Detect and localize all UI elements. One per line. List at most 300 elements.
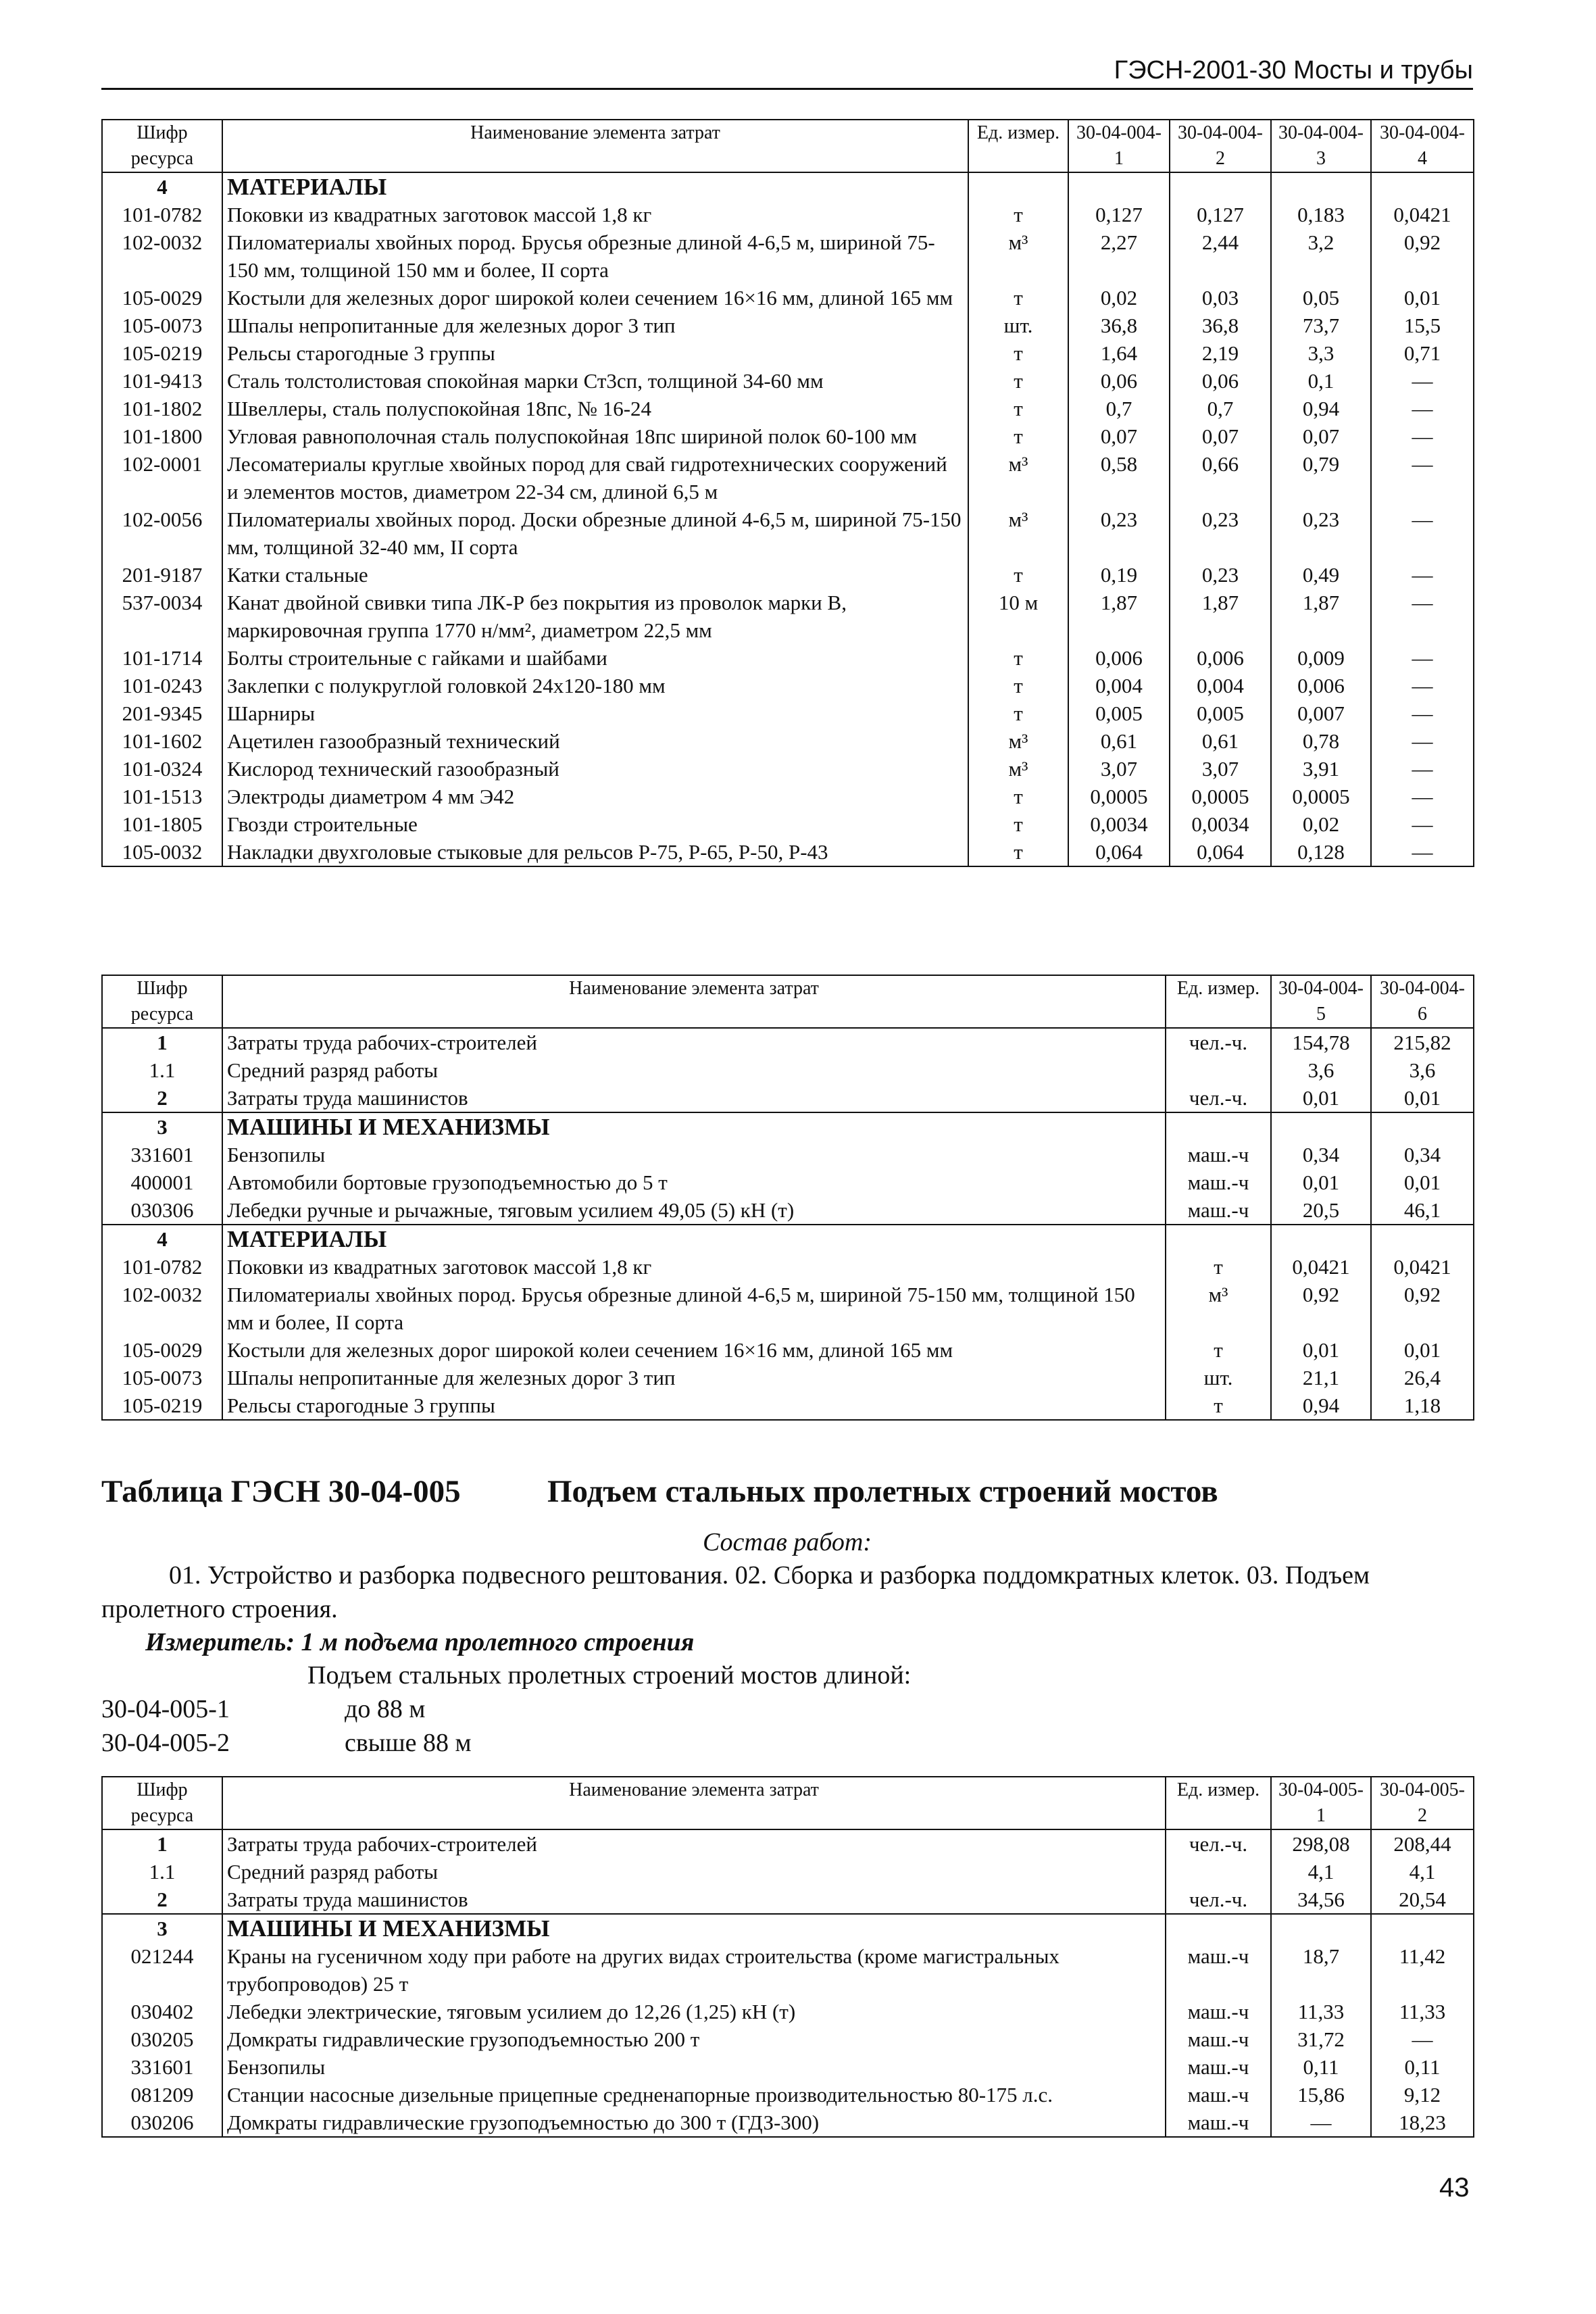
resource-code: 021244 [102,1942,222,1998]
resource-code: 537-0034 [102,589,222,644]
value-cell: — [1371,727,1474,755]
cost-element-name: Затраты труда машинистов [222,1084,1166,1112]
cost-element-name: Шарниры [222,699,968,727]
value-cell: 0,02 [1271,810,1371,838]
cost-element-name: Затраты труда машинистов [222,1886,1166,1914]
value-cell: 208,44 [1371,1829,1474,1858]
value-cell: 0,07 [1170,422,1271,450]
value-cell [1371,1225,1474,1253]
value-cell: — [1371,644,1474,672]
table-row [102,450,1474,506]
header-resource-code: Шифр ресурса [102,1777,222,1829]
unit-cell [1166,1858,1271,1886]
value-cell: 31,72 [1271,2025,1371,2053]
value-cell: 0,127 [1170,201,1271,228]
value-cell: 4,1 [1371,1858,1474,1886]
header-cost-element: Наименование элемента затрат [222,1777,1166,1829]
unit-cell: м³ [968,755,1068,783]
value-cell: 1,87 [1068,589,1170,644]
value-cell: 0,006 [1068,644,1170,672]
header-col-4: 30-04-004-4 [1371,120,1474,172]
table-caption [101,1473,1218,1510]
value-cell: — [1271,2109,1371,2137]
cost-element-name: Костыли для железных дорог широкой колеи сечением 16×16 мм, длиной 165 мм [222,284,968,312]
item-text-1: до 88 м [345,1695,426,1723]
unit-cell: м³ [968,506,1068,561]
value-cell: 0,064 [1170,838,1271,866]
unit-cell: т [1166,1392,1271,1420]
table-row [102,1858,1474,1886]
header-unit: Ед. измер. [1166,1777,1271,1829]
unit-cell [1166,1112,1271,1141]
header-resource-code: Шифр ресурса [102,975,222,1028]
value-cell: 0,66 [1170,450,1271,506]
resource-code: 102-0032 [102,1281,222,1336]
table-row [102,755,1474,783]
value-cell: 0,78 [1271,727,1371,755]
value-cell: 0,34 [1271,1141,1371,1168]
table-title: Подъем стальных пролетных строений мостов [547,1474,1218,1509]
value-cell: 0,58 [1068,450,1170,506]
table-row [102,2053,1474,2081]
cost-element-name: Автомобили бортовые грузоподъемностью до 5 т [222,1168,1166,1196]
cost-element-name: Электроды диаметром 4 мм Э42 [222,783,968,810]
cost-element-name: МАШИНЫ И МЕХАНИЗМЫ [222,1112,1166,1141]
page-header: ГЭСН-2001-30 Мосты и трубы [101,53,1473,90]
cost-element-name: Поковки из квадратных заготовок массой 1,8 кг [222,1253,1166,1281]
cost-element-name: Шпалы непропитанные для железных дорог 3 тип [222,1364,1166,1392]
value-cell: 0,128 [1271,838,1371,866]
resource-code: 081209 [102,2081,222,2109]
value-cell: 3,07 [1068,755,1170,783]
value-cell: 0,02 [1068,284,1170,312]
unit-cell: т [968,284,1068,312]
value-cell: 0,005 [1170,699,1271,727]
resource-code: 105-0029 [102,1336,222,1364]
value-cell: 21,1 [1271,1364,1371,1392]
unit-cell: т [968,201,1068,228]
resource-code: 030206 [102,2109,222,2137]
resource-code: 1 [102,1028,222,1056]
value-cell: 0,006 [1170,644,1271,672]
table-row [102,284,1474,312]
cost-element-name: Лесоматериалы круглые хвойных пород для свай гидротехнических сооружений и элементов мостов, диаметром 22-34 см, длиной 6,5 м [222,450,968,506]
value-cell: 0,79 [1271,450,1371,506]
value-cell: 0,1 [1271,367,1371,395]
value-cell: 0,23 [1170,506,1271,561]
cost-element-name: Пиломатериалы хвойных пород. Брусья обрезные длиной 4-6,5 м, шириной 75-150 мм, толщиной 150 мм и более, II сорта [222,228,968,284]
resource-code: 105-0219 [102,339,222,367]
value-cell: 1,64 [1068,339,1170,367]
meter-line: Измеритель: 1 м подъема пролетного строения [145,1628,695,1656]
unit-cell: т [968,339,1068,367]
value-cell: — [1371,755,1474,783]
value-cell: 36,8 [1068,312,1170,339]
table-row [102,1141,1474,1168]
value-cell: 0,92 [1371,228,1474,284]
resource-code: 030306 [102,1196,222,1225]
value-cell: 0,11 [1271,2053,1371,2081]
value-cell: 0,19 [1068,561,1170,589]
value-cell: 0,01 [1371,1084,1474,1112]
cost-element-name: Накладки двухголовые стыковые для рельсов Р-75, Р-65, Р-50, Р-43 [222,838,968,866]
unit-cell: маш.-ч [1166,1141,1271,1168]
header-cost-element: Наименование элемента затрат [222,120,968,172]
resource-table-30-04-004-1-4 [101,119,1474,867]
table-row [102,644,1474,672]
value-cell: 0,0421 [1371,1253,1474,1281]
value-cell: 0,92 [1271,1281,1371,1336]
unit-cell: маш.-ч [1166,1998,1271,2025]
resource-code: 331601 [102,2053,222,2081]
value-cell: 0,0005 [1271,783,1371,810]
resource-code: 101-1802 [102,395,222,422]
table-row [102,1196,1474,1225]
cost-element-name: МАШИНЫ И МЕХАНИЗМЫ [222,1914,1166,1942]
value-cell: — [1371,783,1474,810]
cost-element-name: Домкраты гидравлические грузоподъемностью до 300 т (ГДЗ-300) [222,2109,1166,2137]
header-col-2: 30-04-004-6 [1371,975,1474,1028]
resource-code: 4 [102,1225,222,1253]
value-cell: 20,5 [1271,1196,1371,1225]
resource-code: 102-0032 [102,228,222,284]
cost-element-name: Бензопилы [222,2053,1166,2081]
unit-cell: т [1166,1336,1271,1364]
table-row [102,727,1474,755]
table-row [102,2081,1474,2109]
resource-code: 1.1 [102,1858,222,1886]
resource-code: 1 [102,1829,222,1858]
unit-cell: шт. [968,312,1068,339]
table-row [102,228,1474,284]
page-number: 43 [1439,2173,1470,2202]
value-cell [1371,172,1474,201]
unit-cell: маш.-ч [1166,2109,1271,2137]
unit-cell: маш.-ч [1166,2025,1271,2053]
value-cell: 15,5 [1371,312,1474,339]
value-cell: 0,7 [1068,395,1170,422]
value-cell: 0,006 [1271,672,1371,699]
unit-cell: м³ [968,727,1068,755]
resource-code: 030402 [102,1998,222,2025]
resource-code: 102-0001 [102,450,222,506]
resource-code: 101-0324 [102,755,222,783]
value-cell: — [1371,395,1474,422]
resource-code: 3 [102,1112,222,1141]
table-row [102,1253,1474,1281]
header-unit: Ед. измер. [1166,975,1271,1028]
value-cell: 0,61 [1068,727,1170,755]
value-cell: 2,19 [1170,339,1271,367]
resource-code: 030205 [102,2025,222,2053]
unit-cell [968,172,1068,201]
table-row [102,810,1474,838]
unit-cell: т [968,699,1068,727]
value-cell: — [1371,699,1474,727]
unit-cell: т [968,838,1068,866]
resource-code: 201-9187 [102,561,222,589]
value-cell: — [1371,450,1474,506]
cost-element-name: Ацетилен газообразный технический [222,727,968,755]
cost-element-name: Средний разряд работы [222,1858,1166,1886]
cost-element-name: Затраты труда рабочих-строителей [222,1829,1166,1858]
header-resource-code: Шифр ресурса [102,120,222,172]
value-cell: 0,0005 [1068,783,1170,810]
item-text-2: свыше 88 м [345,1729,472,1757]
unit-cell: т [1166,1253,1271,1281]
value-cell: 0,0421 [1371,201,1474,228]
unit-cell: маш.-ч [1166,2081,1271,2109]
table-row [102,1829,1474,1858]
value-cell: 0,23 [1068,506,1170,561]
value-cell [1068,172,1170,201]
section-row [102,1112,1474,1141]
value-cell: — [1371,561,1474,589]
cost-element-name: Поковки из квадратных заготовок массой 1,8 кг [222,201,968,228]
resource-code: 1.1 [102,1056,222,1084]
value-cell: 0,0034 [1170,810,1271,838]
resource-code: 105-0029 [102,284,222,312]
cost-element-name: Станции насосные дизельные прицепные средненапорные производительностью 80-175 л.с. [222,2081,1166,2109]
unit-cell: м³ [968,228,1068,284]
value-cell: 0,0421 [1271,1253,1371,1281]
resource-table-30-04-005 [101,1776,1474,2138]
value-cell: — [1371,589,1474,644]
header-col-1: 30-04-004-5 [1271,975,1371,1028]
unit-cell: т [968,422,1068,450]
table-row [102,201,1474,228]
value-cell: 215,82 [1371,1028,1474,1056]
resource-code: 101-9413 [102,367,222,395]
table-row [102,1056,1474,1084]
resource-code: 101-1805 [102,810,222,838]
cost-element-name: Заклепки с полукруглой головкой 24х120-180 мм [222,672,968,699]
table-row [102,1028,1474,1056]
table-row [102,1364,1474,1392]
table-row [102,395,1474,422]
table-row [102,1281,1474,1336]
value-cell: 46,1 [1371,1196,1474,1225]
table-row [102,561,1474,589]
value-cell: 0,23 [1271,506,1371,561]
section-row [102,1225,1474,1253]
value-cell: 0,94 [1271,1392,1371,1420]
value-cell: 9,12 [1371,2081,1474,2109]
value-cell: 0,11 [1371,2053,1474,2081]
cost-element-name: МАТЕРИАЛЫ [222,172,968,201]
resource-code: 101-1602 [102,727,222,755]
table-row [102,367,1474,395]
cost-element-name: Лебедки электрические, тяговым усилием до 12,26 (1,25) кН (т) [222,1998,1166,2025]
section-row [102,1914,1474,1942]
value-cell: 11,33 [1371,1998,1474,2025]
unit-cell [1166,1914,1271,1942]
value-cell: 0,005 [1068,699,1170,727]
value-cell: 0,94 [1271,395,1371,422]
value-cell: 0,01 [1271,1336,1371,1364]
value-cell: 0,05 [1271,284,1371,312]
value-cell: 3,2 [1271,228,1371,284]
resource-code: 3 [102,1914,222,1942]
value-cell: 0,03 [1170,284,1271,312]
value-cell: 0,61 [1170,727,1271,755]
resource-code: 101-0782 [102,1253,222,1281]
value-cell: — [1371,422,1474,450]
value-cell: 0,007 [1271,699,1371,727]
resource-code: 101-0243 [102,672,222,699]
value-cell: 0,0034 [1068,810,1170,838]
value-cell [1271,1914,1371,1942]
value-cell: 3,6 [1371,1056,1474,1084]
unit-cell: чел.-ч. [1166,1829,1271,1858]
value-cell: 2,27 [1068,228,1170,284]
table-row [102,1084,1474,1112]
header-cost-element: Наименование элемента затрат [222,975,1166,1028]
cost-element-name: МАТЕРИАЛЫ [222,1225,1166,1253]
header-col-1: 30-04-004-1 [1068,120,1170,172]
value-cell: 0,127 [1068,201,1170,228]
header-col-2: 30-04-005-2 [1371,1777,1474,1829]
value-cell: 1,87 [1170,589,1271,644]
unit-cell: чел.-ч. [1166,1886,1271,1914]
table-row [102,312,1474,339]
unit-cell: т [968,644,1068,672]
table-row [102,2109,1474,2137]
value-cell: 0,92 [1371,1281,1474,1336]
cost-element-name: Кислород технический газообразный [222,755,968,783]
value-cell: 4,1 [1271,1858,1371,1886]
cost-element-name: Гвозди строительные [222,810,968,838]
work-description: 01. Устройство и разборка подвесного рештования. 02. Сборка и разборка поддомкратных клеток. 03. Подъем пролетного строения. [101,1561,1370,1623]
value-cell: 298,08 [1271,1829,1371,1858]
cost-element-name: Рельсы старогодные 3 группы [222,339,968,367]
table-row [102,1392,1474,1420]
resource-code: 105-0073 [102,1364,222,1392]
value-cell: 0,183 [1271,201,1371,228]
value-cell: — [1371,672,1474,699]
cost-element-name: Средний разряд работы [222,1056,1166,1084]
table-row [102,589,1474,644]
table-row [102,2025,1474,2053]
cost-element-name: Лебедки ручные и рычажные, тяговым усилием 49,05 (5) кН (т) [222,1196,1166,1225]
header-col-1: 30-04-005-1 [1271,1777,1371,1829]
value-cell: 0,0005 [1170,783,1271,810]
cost-element-name: Краны на гусеничном ходу при работе на других видах строительства (кроме магистральных трубопроводов) 25 т [222,1942,1166,1998]
value-cell: 18,7 [1271,1942,1371,1998]
value-cell: 11,42 [1371,1942,1474,1998]
resource-table-30-04-004-5-6 [101,975,1474,1421]
header-col-2: 30-04-004-2 [1170,120,1271,172]
unit-cell: т [968,395,1068,422]
unit-cell: т [968,367,1068,395]
unit-cell: м³ [968,450,1068,506]
unit-cell: чел.-ч. [1166,1028,1271,1056]
unit-cell: т [968,561,1068,589]
resource-code: 105-0219 [102,1392,222,1420]
value-cell: 154,78 [1271,1028,1371,1056]
resource-code: 101-1800 [102,422,222,450]
value-cell: 0,06 [1068,367,1170,395]
resource-code: 331601 [102,1141,222,1168]
value-cell [1170,172,1271,201]
table-row [102,672,1474,699]
unit-cell: маш.-ч [1166,1168,1271,1196]
table-row [102,422,1474,450]
work-heading: Состав работ: [702,1528,872,1556]
value-cell: — [1371,810,1474,838]
value-cell: 0,01 [1371,284,1474,312]
value-cell: 1,18 [1371,1392,1474,1420]
table-row [102,699,1474,727]
value-cell: 18,23 [1371,2109,1474,2137]
unit-cell: маш.-ч [1166,1942,1271,1998]
value-cell: 0,009 [1271,644,1371,672]
value-cell: 34,56 [1271,1886,1371,1914]
unit-cell: т [968,783,1068,810]
table-row [102,1168,1474,1196]
value-cell: — [1371,367,1474,395]
value-cell: 0,71 [1371,339,1474,367]
header-unit: Ед. измер. [968,120,1068,172]
resource-code: 2 [102,1886,222,1914]
cost-element-name: Пиломатериалы хвойных пород. Доски обрезные длиной 4-6,5 м, шириной 75-150 мм, толщиной 32-40 мм, II сорта [222,506,968,561]
table-row [102,1886,1474,1914]
value-cell [1371,1914,1474,1942]
value-cell [1271,172,1371,201]
value-cell: 73,7 [1271,312,1371,339]
resource-code: 101-0782 [102,201,222,228]
value-cell: — [1371,2025,1474,2053]
value-cell [1271,1112,1371,1141]
value-cell: 0,01 [1271,1084,1371,1112]
value-cell: 0,07 [1068,422,1170,450]
table-row [102,506,1474,561]
value-cell: 0,06 [1170,367,1271,395]
cost-element-name: Канат двойной свивки типа ЛК-Р без покрытия из проволок марки В, маркировочная группа 1770 н/мм², диаметром 22,5 мм [222,589,968,644]
resource-code: 101-1513 [102,783,222,810]
value-cell: 0,004 [1068,672,1170,699]
value-cell: 0,7 [1170,395,1271,422]
cost-element-name: Болты строительные с гайками и шайбами [222,644,968,672]
value-cell: — [1371,838,1474,866]
value-cell: 0,34 [1371,1141,1474,1168]
cost-element-name: Бензопилы [222,1141,1166,1168]
value-cell: 0,01 [1271,1168,1371,1196]
table-row [102,1998,1474,2025]
subtitle-line: Подъем стальных пролетных строений мостов длиной: [307,1661,912,1690]
value-cell: 2,44 [1170,228,1271,284]
resource-code: 4 [102,172,222,201]
value-cell: 36,8 [1170,312,1271,339]
cost-element-name: Рельсы старогодные 3 группы [222,1392,1166,1420]
value-cell: 0,004 [1170,672,1271,699]
unit-cell: т [968,810,1068,838]
value-cell: 20,54 [1371,1886,1474,1914]
resource-code: 400001 [102,1168,222,1196]
unit-cell: шт. [1166,1364,1271,1392]
cost-element-name: Затраты труда рабочих-строителей [222,1028,1166,1056]
value-cell [1271,1225,1371,1253]
unit-cell: чел.-ч. [1166,1084,1271,1112]
value-cell: — [1371,506,1474,561]
unit-cell: маш.-ч [1166,1196,1271,1225]
resource-code: 102-0056 [102,506,222,561]
value-cell: 0,01 [1371,1336,1474,1364]
cost-element-name: Домкраты гидравлические грузоподъемностью 200 т [222,2025,1166,2053]
value-cell: 11,33 [1271,1998,1371,2025]
value-cell: 3,3 [1271,339,1371,367]
resource-code: 105-0032 [102,838,222,866]
